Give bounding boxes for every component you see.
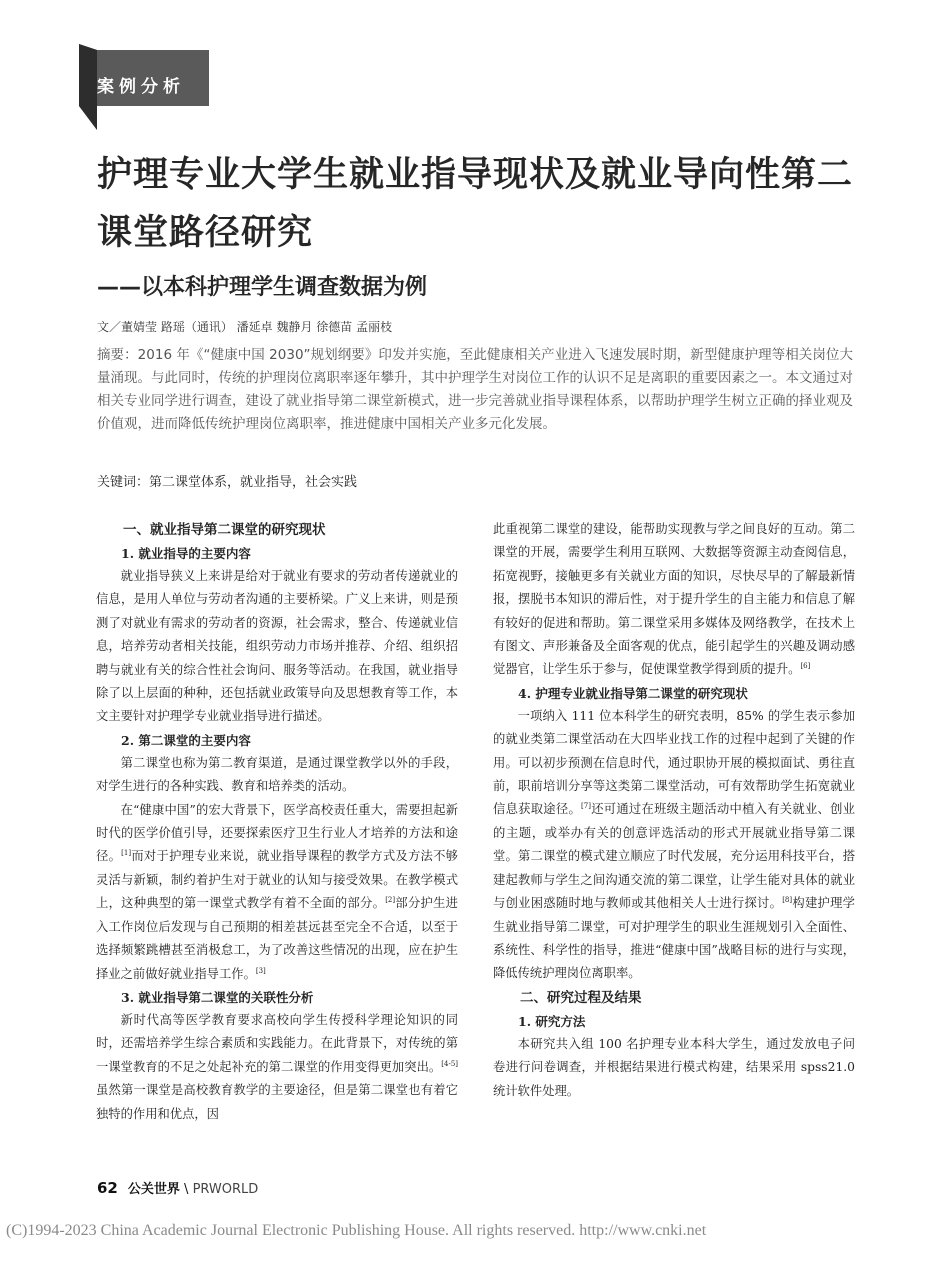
page-number: 62 <box>97 1179 118 1197</box>
paragraph <box>493 518 855 682</box>
citation: [6] <box>800 662 811 671</box>
journal-name-en: PRWORLD <box>192 1182 259 1197</box>
section-heading: 二、研究过程及结果 <box>520 989 642 1006</box>
text-run: 部分护生进入工作岗位后发现与自己预期的相差甚远甚至完全不合适，以至于选择频繁跳槽甚至消极怠工，为了改善这些情况的出现，应在护生择业之前做好就业指导工作。 <box>96 896 458 981</box>
paragraph: 第二课堂也称为第二教育渠道，是通过课堂教学以外的手段，对学生进行的各种实践、教育和培养类的活动。 <box>96 755 458 794</box>
citation: [7] <box>581 802 591 811</box>
abstract: 摘要：2016 年《“健康中国 2030”规划纲要》印发并实施，至此健康相关产业进入飞速发展时期，新型健康护理等相关岗位大量涌现。与此同时，传统的护理岗位离职率逐年攀升，其中护理学生对岗位工作的认识不足是离职的重要因素之一。本文通过对相关专业同学进行调查，建设了就业指导第二课堂新模式，进一步完善就业指导课程体系，以帮助护理学生树立正确的择业观及价值观，进而降低传统护理岗位离职率，推进健康中国相关产业多元化发展。 <box>97 347 853 432</box>
right-column <box>493 518 855 1103</box>
copyright-watermark: (C)1994-2023 China Academic Journal Electronic Publishing House. All rights reserved. http://www.cnki.net <box>6 1222 707 1239</box>
section-tag-label: 案例分析 <box>97 77 185 97</box>
subsection-heading: 3. 就业指导第二课堂的关联性分析 <box>121 989 314 1005</box>
subsection-heading: 2. 第二课堂的主要内容 <box>121 732 251 748</box>
page-footer <box>97 1178 258 1197</box>
text-run: 一项纳入 111 位本科学生的研究表明，85% 的学生表示参加的就业类第二课堂活动在大四毕业找工作的过程中起到了关键的作用。可以初步预测在信息时代，通过职协开展的模拟面试、勇往直前，职前培训分享等这类第二课堂活动，可有效帮助学生拓宽就业信息获取途径。 <box>493 708 855 817</box>
text-run: 构建护理学生就业指导第二课堂，可对护理学生的职业生涯规划引入全面性、系统性、科学性的指导，推进“健康中国”战略目标的进行与实现，降低传统护理岗位离职率。 <box>493 896 855 981</box>
footer-separator: \ <box>184 1182 189 1197</box>
text-run: 此重视第二课堂的建设，能帮助实现教与学之间良好的互动。第二课堂的开展，需要学生利用互联网、大数据等资源主动查阅信息，拓宽视野，接触更多有关就业方面的知识，尽快尽早的了解最新情报，摆脱书本知识的滞后性，对于提升学生的自主能力和信息了解有较好的促进和帮助。第二课堂采用多媒体及网络教学，在技术上有图文、声形兼备及全面客观的优点，能引起学生的兴趣及调动感觉器官，让学生乐于参与，促使课堂教学得到质的提升。 <box>493 522 855 677</box>
text-run: 而对于护理专业来说，就业指导课程的教学方式及方法不够灵活与新颖，制约着护生对于就业的认知与接受效果。在教学模式上，这种典型的第一课堂式教学有着不全面的部分。 <box>96 849 458 911</box>
paragraph <box>96 799 458 986</box>
paragraph: 就业指导狭义上来讲是给对于就业有要求的劳动者传递就业的信息，是用人单位与劳动者沟通的主要桥梁。广义上来讲，则是预测了对就业有需求的劳动者的资源，社会需求，整合、传递就业信息，培养劳动者相关技能，组织劳动力市场并推荐、介绍、组织招聘与就业有关的综合性社会询问、服务等活动。在我国，就业指导除了以上层面的种种，还包括就业政策导向及思想教育等工作，本文主要针对护理学专业就业指导进行描述。 <box>96 569 458 724</box>
text-run: 在“健康中国”的宏大背景下，医学高校责任重大，需要担起新时代的医学价值引导，还要探索医疗卫生行业人才培养的方法和途径。 <box>96 802 458 864</box>
paragraph <box>493 705 855 986</box>
citation: [3] <box>255 966 266 975</box>
text-run: 新时代高等医学教育要求高校向学生传授科学理论知识的同时，还需培养学生综合素质和实践能力。在此背景下，对传统的第一课堂教育的不足之处起补充的第二课堂的作用变得更加突出。 <box>96 1012 458 1074</box>
section-tag <box>79 44 209 130</box>
author-line: 文／董婧莹 路瑶（通讯） 潘延卓 魏静月 徐德苗 孟丽枝 <box>97 320 393 334</box>
citation: [1] <box>121 849 132 858</box>
paragraph: 本研究共入组 100 名护理专业本科大学生，通过发放电子问卷进行问卷调查，并根据结果进行模式构建，结果采用 spss21.0 统计软件处理。 <box>493 1036 855 1098</box>
article-subtitle: ——以本科护理学生调查数据为例 <box>97 275 428 300</box>
journal-name: 公关世界 <box>127 1182 180 1197</box>
paragraph <box>96 1009 458 1126</box>
subsection-heading: 1. 就业指导的主要内容 <box>121 546 251 561</box>
article-title: 护理专业大学生就业指导现状及就业导向性第二课堂路径研究 <box>97 155 854 253</box>
text-run: 虽然第一课堂是高校教育教学的主要途径，但是第二课堂也有着它独特的作用和优点，因 <box>96 1083 458 1121</box>
text-run: 还可通过在班级主题活动中植入有关就业、创业的主题，或举办有关的创意评选活动的形式开展就业指导第二课堂。第二课堂的模式建立顺应了时代发展，充分运用科技平台，搭建起教师与学生之间沟通交流的第二课堂，让学生能对具体的就业与创业困惑随时地与教师或其他相关人士进行探讨。 <box>493 802 855 911</box>
citation: [8] <box>782 896 793 904</box>
keywords: 关键词：第二课堂体系，就业指导，社会实践 <box>97 475 358 490</box>
citation: [2] <box>385 896 396 905</box>
citation: [4-5] <box>441 1059 458 1068</box>
section-heading: 一、就业指导第二课堂的研究现状 <box>123 522 326 538</box>
left-column <box>96 518 458 1126</box>
subsection-heading: 1. 研究方法 <box>518 1013 586 1029</box>
subsection-heading: 4. 护理专业就业指导第二课堂的研究现状 <box>518 685 748 701</box>
